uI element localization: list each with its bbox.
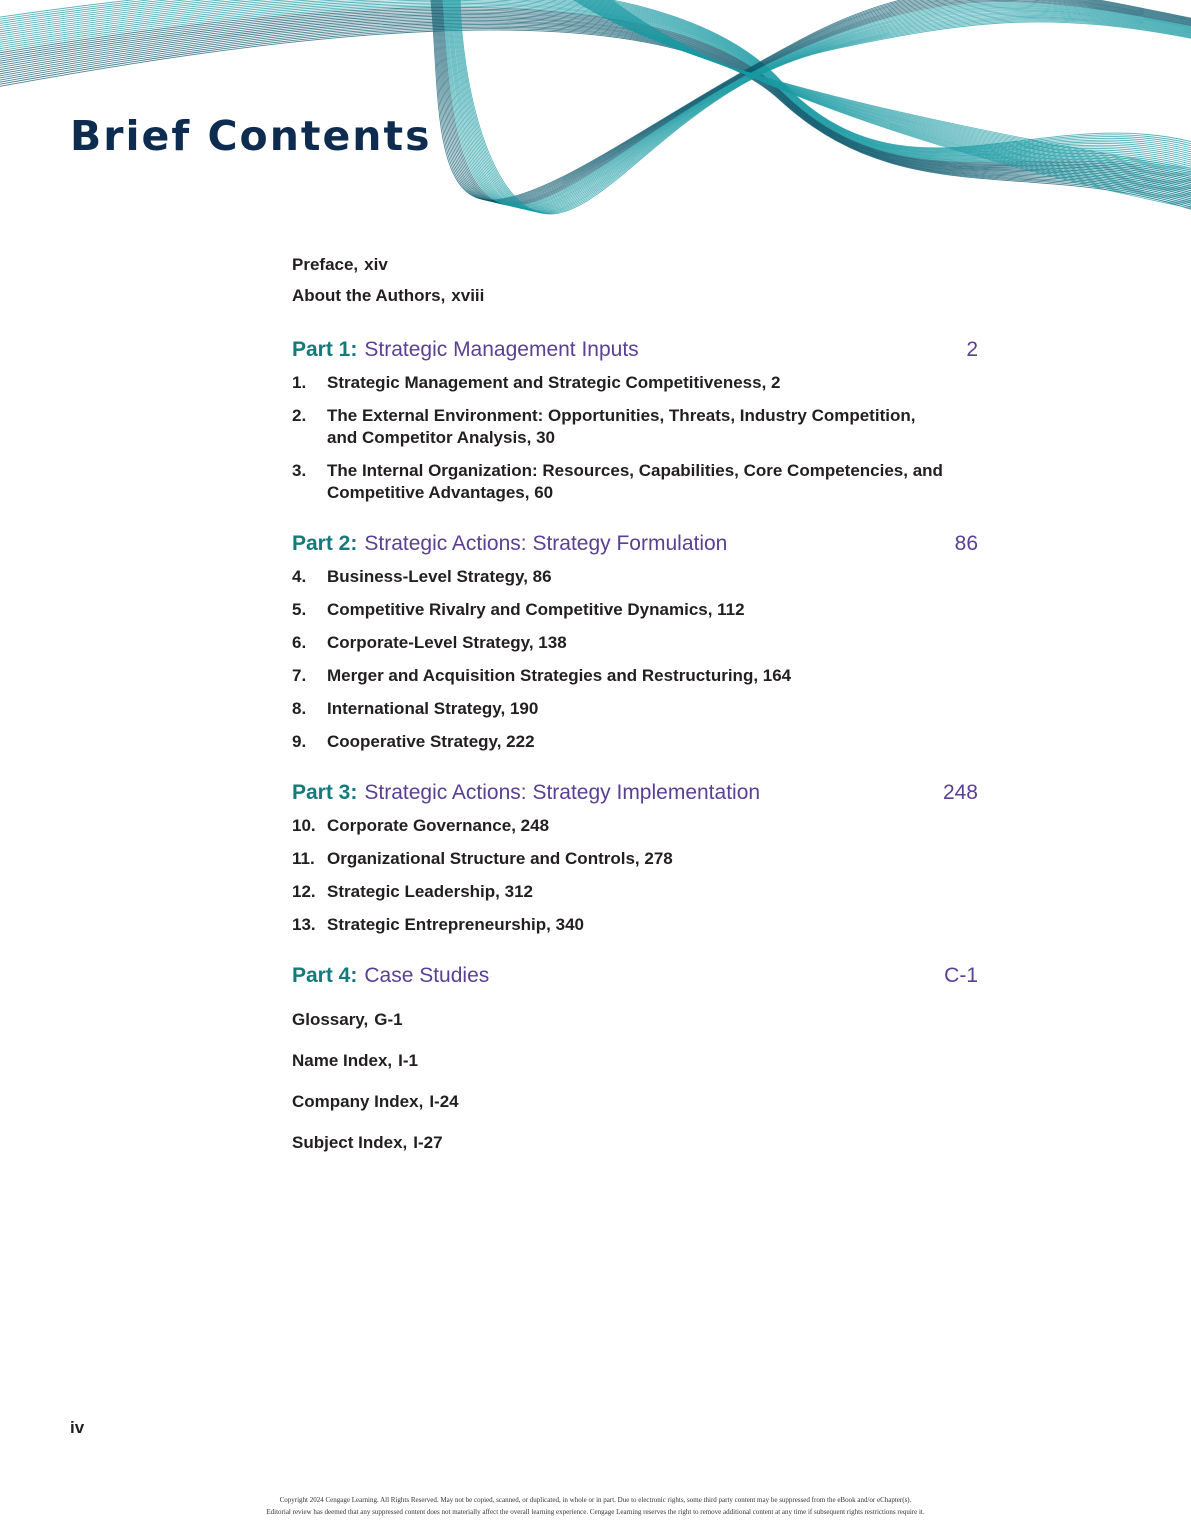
- entry-label: Company Index,: [292, 1092, 424, 1111]
- page-title: Brief Contents: [70, 112, 432, 160]
- chapter-number: 7.: [292, 666, 307, 685]
- chapter-entry[interactable]: [292, 881, 978, 903]
- toc-entry-subject-index[interactable]: [292, 1132, 978, 1154]
- chapter-entry[interactable]: [292, 665, 978, 687]
- chapter-entry[interactable]: [292, 599, 978, 621]
- chapter-number: 13.: [292, 915, 316, 934]
- chapter-title: Business-Level Strategy, 86: [327, 567, 552, 586]
- entry-page: xviii: [451, 286, 485, 305]
- entry-label: Subject Index,: [292, 1133, 408, 1152]
- part-heading-2[interactable]: [292, 530, 978, 558]
- chapter-list: [292, 815, 978, 936]
- chapter-title: The Internal Organization: Resources, Capabilities, Core Competencies, and Competitive Advantages, 60: [327, 461, 943, 502]
- entry-page: I-27: [413, 1133, 443, 1152]
- chapter-number: 1.: [292, 373, 307, 392]
- chapter-entry[interactable]: [292, 372, 978, 394]
- chapter-title: International Strategy, 190: [327, 699, 539, 718]
- chapter-number: 6.: [292, 633, 307, 652]
- chapter-title: Corporate Governance, 248: [327, 816, 550, 835]
- toc-entry-preface[interactable]: [292, 254, 978, 276]
- chapter-entry[interactable]: [292, 632, 978, 654]
- chapter-number: 10.: [292, 816, 316, 835]
- entry-page: xiv: [364, 255, 388, 274]
- chapter-title: Merger and Acquisition Strategies and Restructuring, 164: [327, 666, 792, 685]
- part-page: C-1: [944, 964, 978, 987]
- back-matter-list: [292, 1009, 978, 1154]
- chapter-number: 11.: [292, 849, 315, 868]
- part-title: Case Studies: [364, 964, 490, 987]
- part-page: 2: [966, 338, 978, 361]
- chapter-entry[interactable]: [292, 914, 978, 936]
- part-title: Strategic Actions: Strategy Implementation: [364, 781, 761, 804]
- chapter-list: [292, 566, 978, 753]
- chapter-number: 4.: [292, 567, 307, 586]
- chapter-entry[interactable]: [292, 698, 978, 720]
- part-page: 86: [954, 532, 978, 555]
- chapter-entry[interactable]: [292, 848, 978, 870]
- chapter-number: 9.: [292, 732, 307, 751]
- part-title: Strategic Actions: Strategy Formulation: [364, 532, 728, 555]
- toc-entry-glossary[interactable]: [292, 1009, 978, 1031]
- part-label: Part 3:: [292, 781, 358, 804]
- chapter-number: 5.: [292, 600, 307, 619]
- copyright-notice: [0, 1494, 1191, 1518]
- part-heading-1[interactable]: [292, 336, 978, 364]
- entry-label: Glossary,: [292, 1010, 369, 1029]
- chapter-title: Competitive Rivalry and Competitive Dynamics, 112: [327, 600, 745, 619]
- chapter-title: Strategic Entrepreneurship, 340: [327, 915, 584, 934]
- entry-label: Preface,: [292, 255, 359, 274]
- chapter-entry[interactable]: [292, 815, 978, 837]
- chapter-number: 12.: [292, 882, 316, 901]
- toc-entry-about-authors[interactable]: [292, 285, 978, 307]
- chapter-entry[interactable]: [292, 566, 978, 588]
- part-heading-4[interactable]: [292, 962, 978, 990]
- chapter-list: [292, 372, 978, 504]
- chapter-number: 8.: [292, 699, 307, 718]
- page-number: iv: [70, 1418, 85, 1437]
- chapter-entry[interactable]: [292, 731, 978, 753]
- entry-page: I-24: [429, 1092, 459, 1111]
- entry-label: About the Authors,: [292, 286, 446, 305]
- table-of-contents: [292, 254, 978, 1173]
- copyright-line: Copyright 2024 Cengage Learning. All Rights Reserved. May not be copied, scanned, or duplicated, in whole or in part. Due to electronic rights, some third party content may be suppressed from the eBook and/or eChapter(s).: [279, 1496, 912, 1504]
- part-page: 248: [942, 781, 978, 804]
- part-title: Strategic Management Inputs: [364, 338, 639, 361]
- entry-page: G-1: [374, 1010, 403, 1029]
- part-heading-3[interactable]: [292, 779, 978, 807]
- copyright-line: Editorial review has deemed that any suppressed content does not materially affect the overall learning experience. Cengage Learning reserves the right to remove additional content at any time if subsequent rights restrictions require it.: [266, 1508, 925, 1516]
- part-label: Part 1:: [292, 338, 358, 361]
- chapter-title: Strategic Management and Strategic Competitiveness, 2: [327, 373, 781, 392]
- chapter-entry[interactable]: [292, 405, 978, 449]
- toc-entry-company-index[interactable]: [292, 1091, 978, 1113]
- entry-label: Name Index,: [292, 1051, 393, 1070]
- chapter-number: 3.: [292, 461, 307, 480]
- toc-entry-name-index[interactable]: [292, 1050, 978, 1072]
- chapter-title: The External Environment: Opportunities, Threats, Industry Competition, and Competitor Analysis, 30: [327, 406, 916, 447]
- chapter-title: Corporate-Level Strategy, 138: [327, 633, 567, 652]
- part-label: Part 2:: [292, 532, 358, 555]
- chapter-title: Organizational Structure and Controls, 278: [327, 849, 673, 868]
- chapter-entry[interactable]: [292, 460, 978, 504]
- chapter-number: 2.: [292, 406, 307, 425]
- part-label: Part 4:: [292, 964, 358, 987]
- entry-page: I-1: [398, 1051, 418, 1070]
- wave-line: [0, 19, 1191, 203]
- chapter-title: Cooperative Strategy, 222: [327, 732, 535, 751]
- chapter-title: Strategic Leadership, 312: [327, 882, 533, 901]
